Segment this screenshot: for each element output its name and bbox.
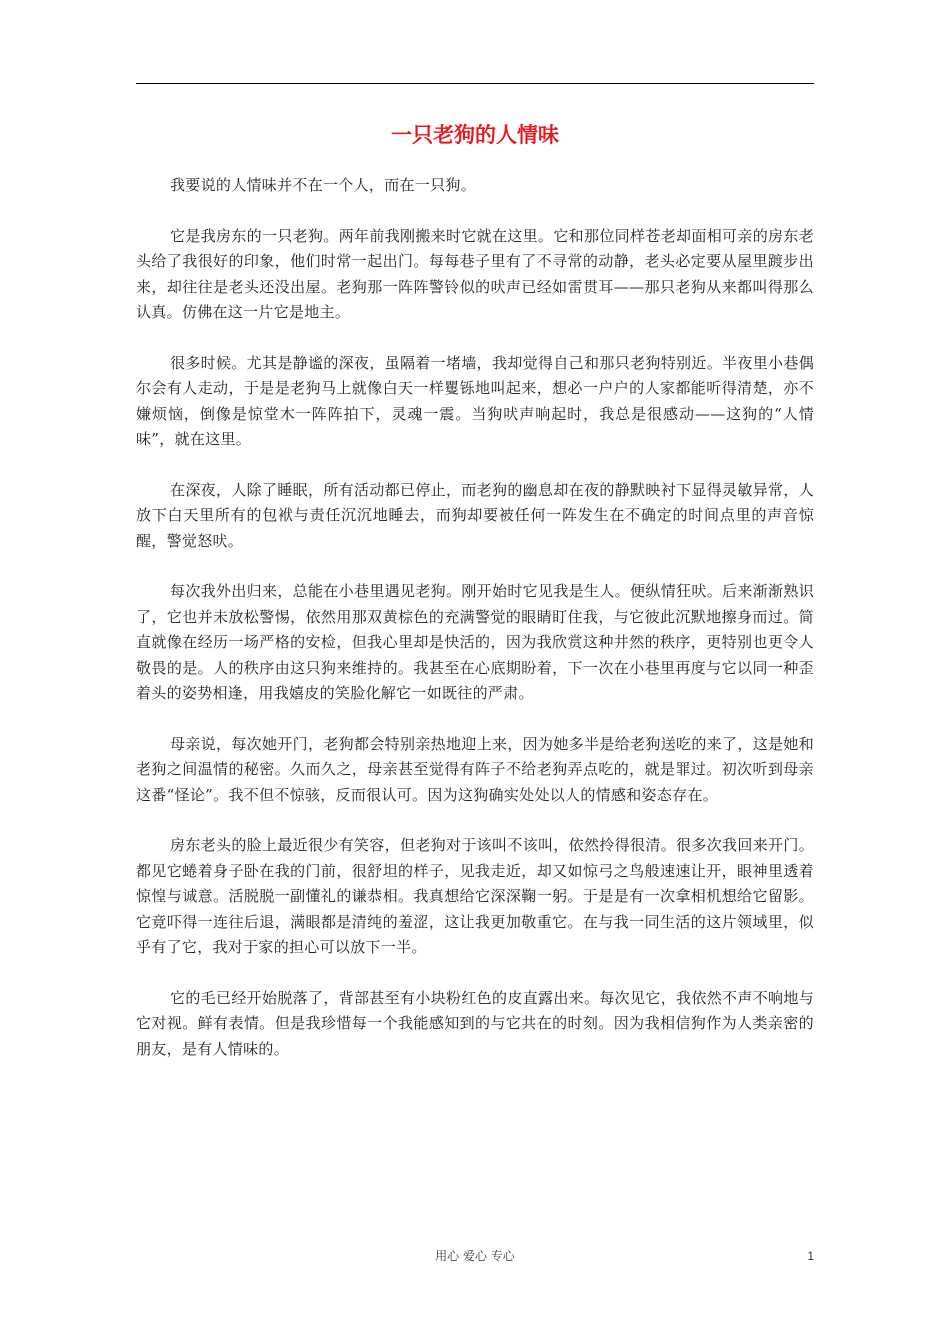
paragraph-8: 它的毛已经开始脱落了，背部甚至有小块粉红色的皮直露出来。每次见它，我依然不声不响地与它对视。鲜有表情。但是我珍惜每一个我能感知到的与它共在的时刻。因为我相信狗作为人类亲密的朋友，是有人情味的。 bbox=[136, 988, 814, 1058]
paragraph-6: 母亲说，每次她开门，老狗都会特别亲热地迎上来，因为她多半是给老狗送吃的来了，这是她和老狗之间温情的秘密。久而久之，母亲甚至觉得有阵子不给老狗弄点吃的，就是罪过。初次听到母亲这番“怪论”。我不但不惊骇，反而很认可。因为这狗确实处处以人的情感和姿态存在。 bbox=[136, 734, 814, 804]
footer-motto: 用心 爱心 专心 bbox=[435, 1249, 515, 1263]
paragraph-7: 房东老头的脸上最近很少有笑容，但老狗对于该叫不该叫，依然拎得很清。很多次我回来开门。都见它蜷着身子卧在我的门前，很舒坦的样子，见我走近，却又如惊弓之鸟般速速让开，眼神里透着惊惶与诚意。活脱脱一副懂礼的谦恭相。我真想给它深深鞠一躬。于是是有一次拿相机想给它留影。它竟吓得一连往后退，满眼都是清纯的羞涩，这让我更加敬重它。在与我一同生活的这片领域里，似乎有了它，我对于家的担心可以放下一半。 bbox=[136, 836, 814, 956]
paragraph-4: 在深夜，人除了睡眠，所有活动都已停止，而老狗的幽息却在夜的静默映衬下显得灵敏异常，人放下白天里所有的包袱与责任沉沉地睡去，而狗却要被任何一阵发生在不确定的时间点里的声音惊醒，警觉怒吠。 bbox=[136, 480, 814, 550]
document-title: 一只老狗的人情味 bbox=[391, 123, 559, 147]
paragraph-2: 它是我房东的一只老狗。两年前我刚搬来时它就在这里。它和那位同样苍老却面相可亲的房东老头给了我很好的印象，他们时常一起出门。每每巷子里有了不寻常的动静，老头必定要从屋里踱步出来，却往往是老头还没出屋。老狗那一阵阵警铃似的吠声已经如雷贯耳——那只老狗从来都叫得那么认真。仿佛在这一片它是地主。 bbox=[136, 226, 814, 321]
paragraph-3: 很多时候。尤其是静谧的深夜，虽隔着一堵墙，我却觉得自己和那只老狗特别近。半夜里小巷偶尔会有人走动，于是是老狗马上就像白天一样矍铄地叫起来，想必一户户的人家都能听得清楚，亦不嫌烦恼，倒像是惊堂木一阵阵拍下，灵魂一震。当狗吠声响起时，我总是很感动——这狗的“人情味”，就在这里。 bbox=[136, 353, 814, 448]
paragraph-5: 每次我外出归来，总能在小巷里遇见老狗。刚开始时它见我是生人。便纵情狂吠。后来渐渐熟识了，它也并未放松警惕，依然用那双黄棕色的充满警觉的眼睛盯住我，与它彼此沉默地擦身而过。简直就像在经历一场严格的安检，但我心里却是快活的，因为我欣赏这种井然的秩序，更特别也更令人敬畏的是。人的秩序由这只狗来维持的。我甚至在心底期盼着，下一次在小巷里再度与它以同一种歪着头的姿势相逢，用我嬉皮的笑脸化解它一如既往的严肃。 bbox=[136, 582, 814, 702]
document-body bbox=[136, 173, 814, 1087]
paragraph-1: 我要说的人情味并不在一个人，而在一只狗。 bbox=[170, 176, 477, 194]
page-number: 1 bbox=[807, 1249, 814, 1263]
header-rule bbox=[136, 83, 814, 84]
